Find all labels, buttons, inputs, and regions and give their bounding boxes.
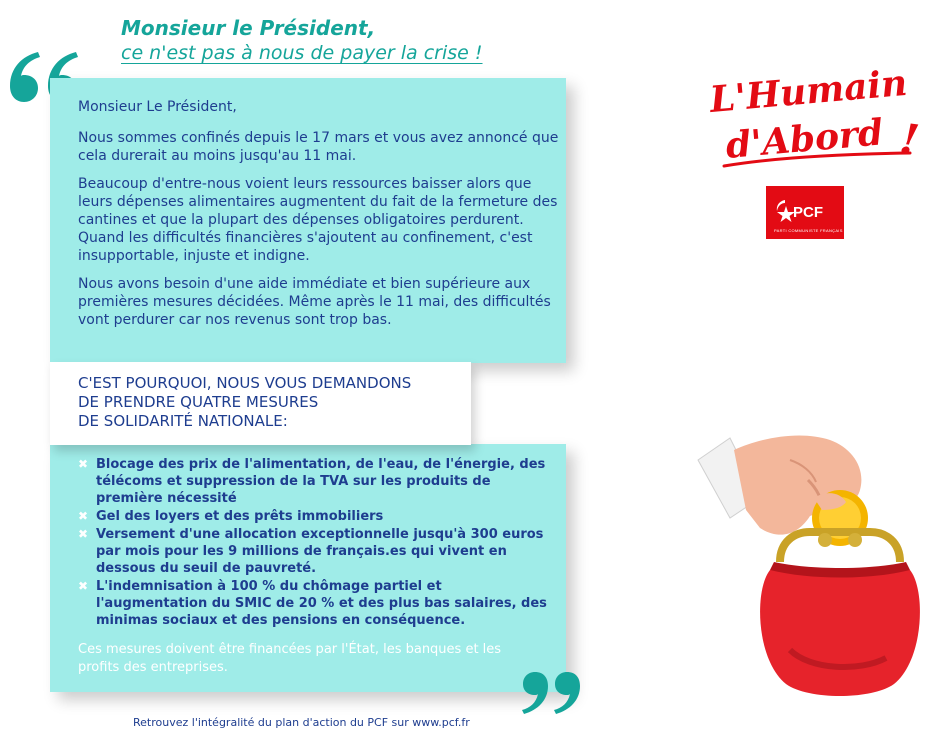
slogan-line: L'Humain <box>708 61 909 121</box>
pcf-logo <box>766 186 844 239</box>
logo-name: PCF <box>793 204 823 221</box>
list-item <box>78 508 553 525</box>
list-item <box>78 526 553 577</box>
cross-bullet-icon: ✖ <box>78 579 89 593</box>
letter-paragraph: Nous avons besoin d'une aide immédiate et bien supérieure aux premières mesures décidées. Même après le 11 mai, des difficultés vont perdurer car nos revenus sont trop bas. <box>78 276 551 328</box>
close-quote-icon <box>520 670 582 720</box>
measure-text: Blocage des prix de l'alimentation, de l'eau, de l'énergie, des télécoms et suppression de la TVA sur les produits de première nécessité <box>96 457 546 506</box>
measures-list <box>78 456 553 630</box>
logo-tagline: PARTI COMMUNISTE FRANÇAIS <box>774 228 843 233</box>
slogan-exclamation: ! <box>896 113 922 166</box>
list-item <box>78 456 553 507</box>
letter-paragraph: Beaucoup d'entre-nous voient leurs ressources baisser alors que leurs dépenses alimentaires augmentent du fait de la fermeture des cantines et que la plupart des dépenses obligatoires perdurent. Quand les difficultés financières s'ajoutent au confinement, c'est insupportable, injuste et indigne. <box>78 176 558 264</box>
page-subtitle: ce n'est pas à nous de payer la crise ! <box>121 42 483 64</box>
letter-salutation: Monsieur Le Président, <box>78 99 237 115</box>
footer-note: Retrouvez l'intégralité du plan d'action du PCF sur www.pcf.fr <box>133 716 470 729</box>
letter-paragraph: Nous sommes confinés depuis le 17 mars et vous avez annoncé que cela durerait au moins jusqu'au 11 mai. <box>78 130 559 164</box>
demand-line: C'EST POURQUOI, NOUS VOUS DEMANDONS <box>78 374 412 392</box>
demand-line: DE PRENDRE QUATRE MESURES <box>78 393 319 411</box>
slogan-underline <box>722 150 912 170</box>
financing-note: Ces mesures doivent être financées par l'État, les banques et les profits des entreprises. <box>78 642 502 675</box>
cross-bullet-icon: ✖ <box>78 457 89 471</box>
cross-bullet-icon: ✖ <box>78 509 89 523</box>
measure-text: Gel des loyers et des prêts immobiliers <box>96 509 384 524</box>
slogan-line: d'Abord <box>724 111 885 167</box>
hand-coin-purse-illustration <box>690 420 930 720</box>
demand-line: DE SOLIDARITÉ NATIONALE: <box>78 412 288 430</box>
measure-text: Versement d'une allocation exceptionnelle jusqu'à 300 euros par mois pour les 9 millions de français.es qui vivent en dessous du seuil de pauvreté. <box>96 527 544 576</box>
letter-body <box>78 98 563 339</box>
measure-text: L'indemnisation à 100 % du chômage partiel et l'augmentation du SMIC de 20 % et des plus bas salaires, des minimas sociaux et des pensions en conséquence. <box>96 579 547 628</box>
list-item <box>78 578 553 629</box>
cross-bullet-icon: ✖ <box>78 527 89 541</box>
page-title: Monsieur le Président, <box>121 16 376 40</box>
demand-heading <box>78 374 468 431</box>
